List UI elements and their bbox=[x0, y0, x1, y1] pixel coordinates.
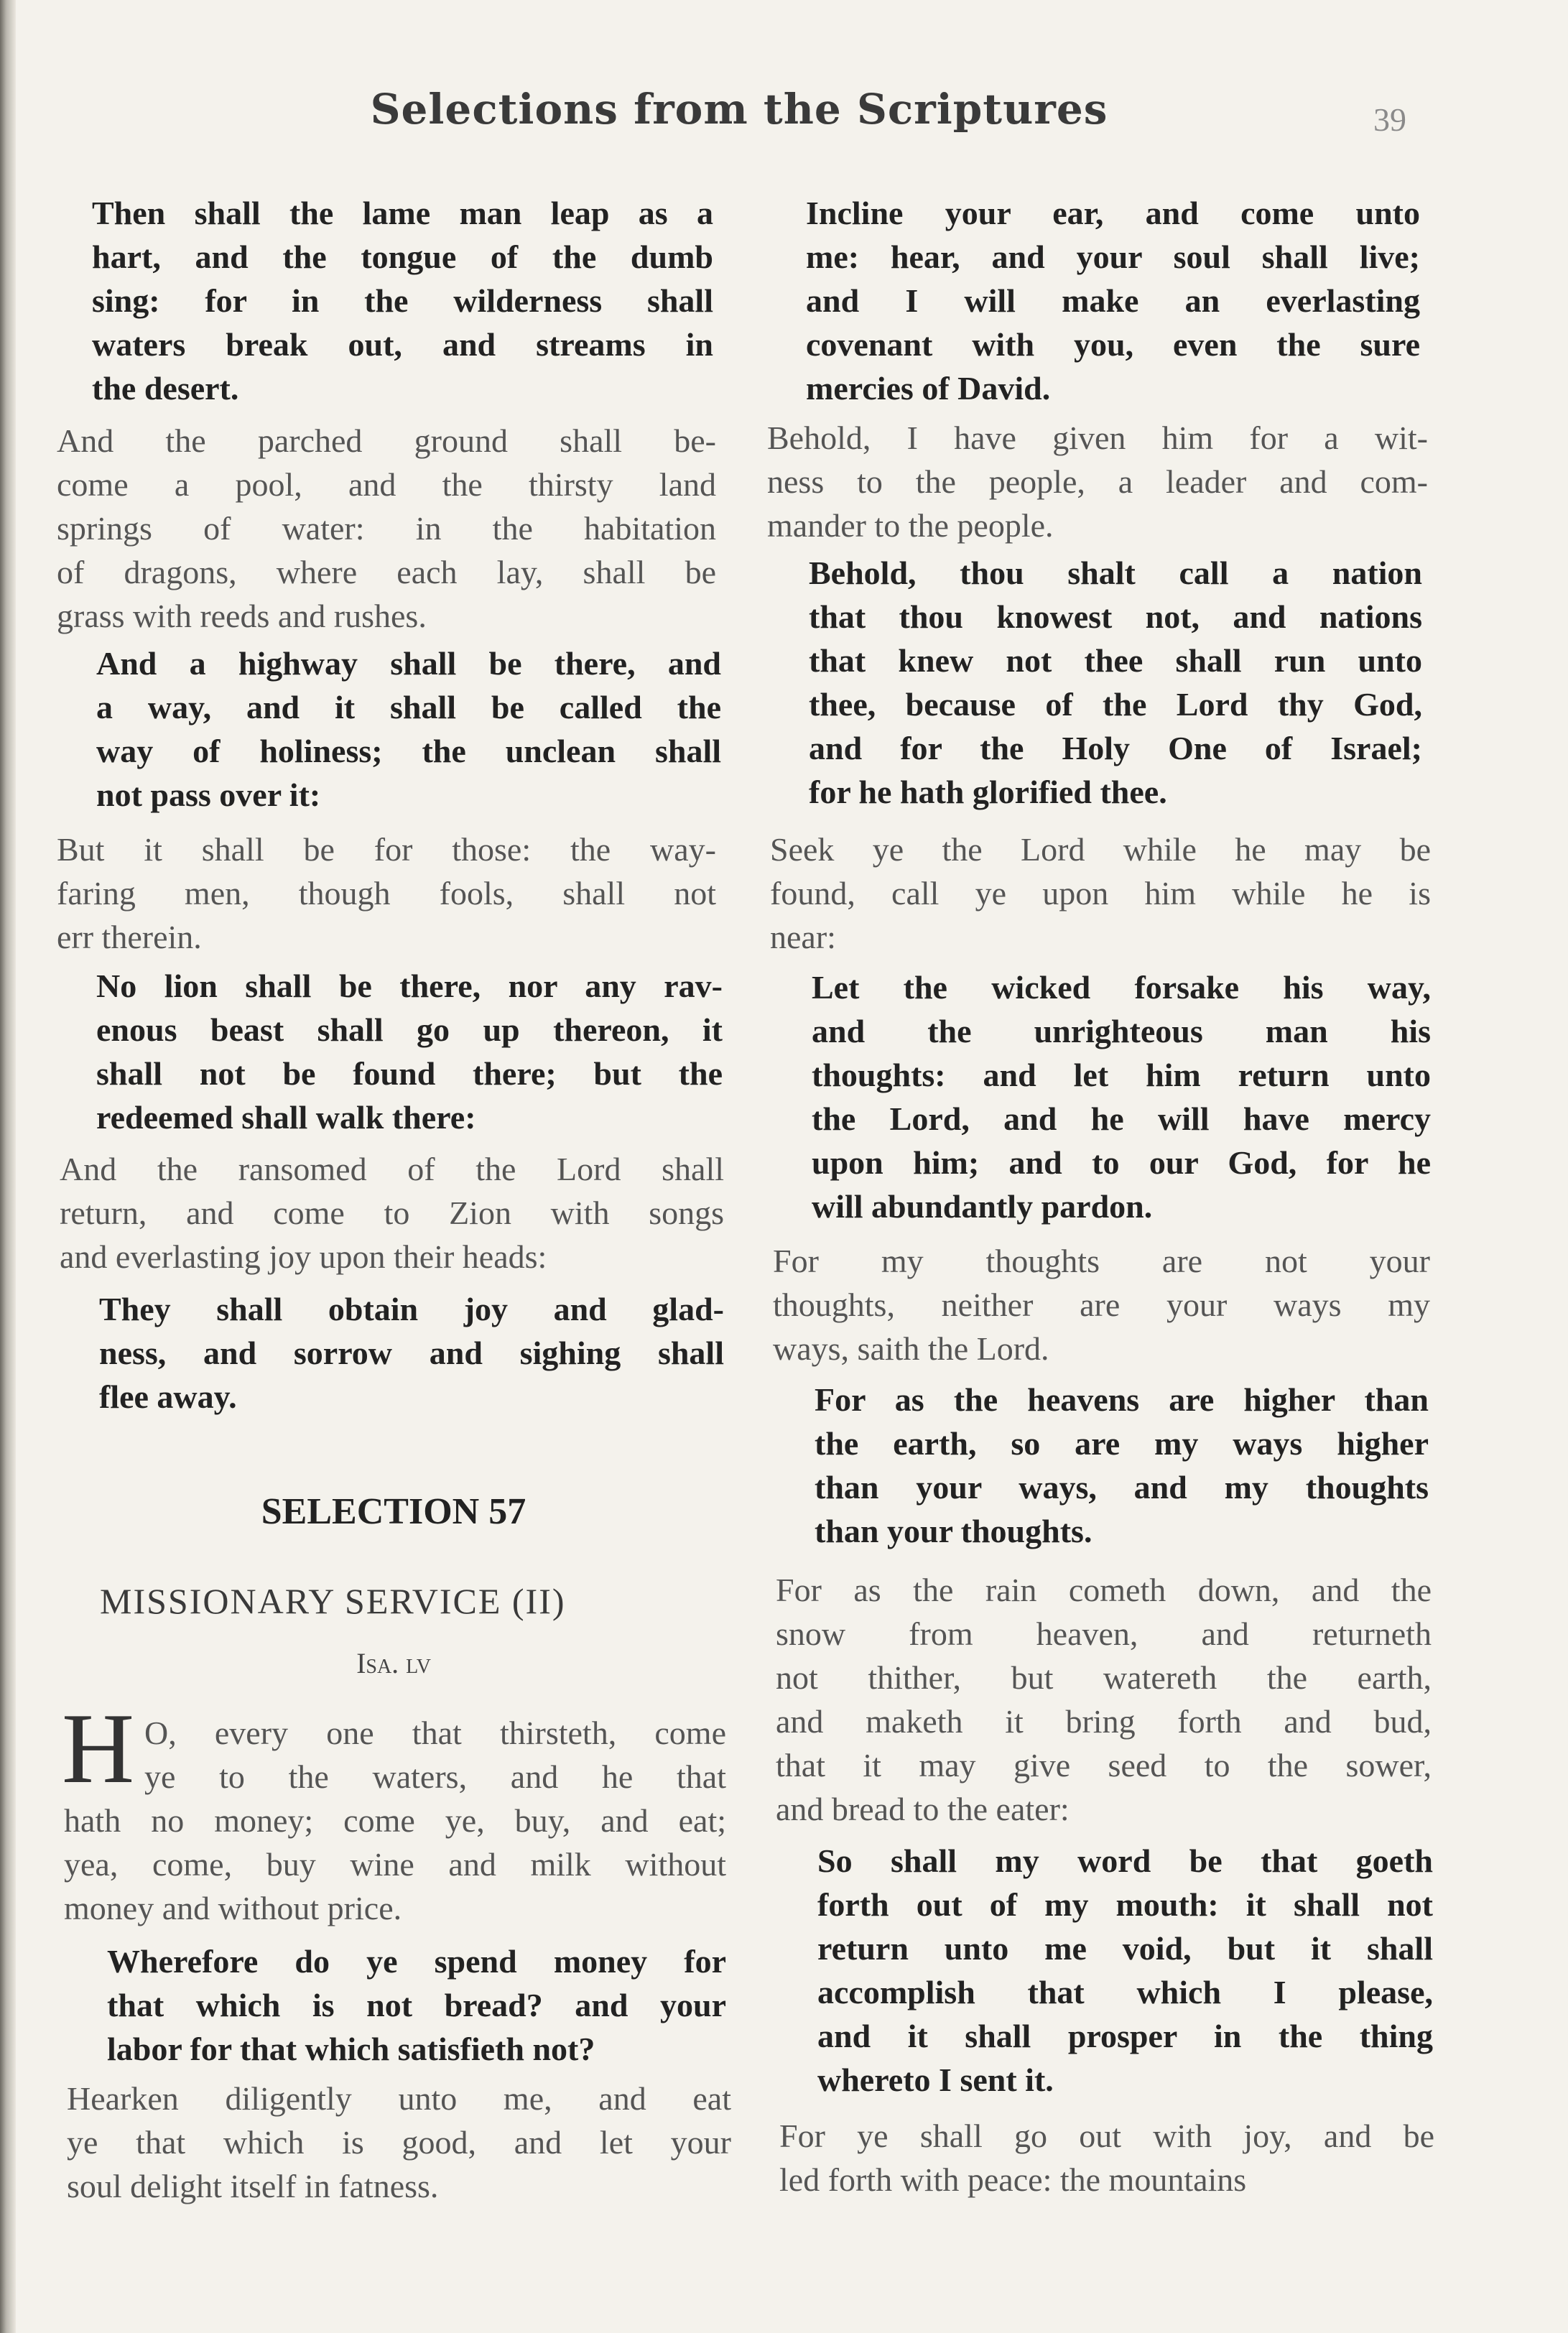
text-line: mander to the people. bbox=[767, 507, 1054, 544]
text-line: return unto me void, but it shall bbox=[817, 1930, 1433, 1967]
paragraph bbox=[99, 1287, 724, 1419]
text-line: Incline your ear, and come unto bbox=[806, 195, 1420, 231]
paragraph bbox=[815, 1378, 1429, 1553]
text-line: hath no money; come ye, buy, and eat; bbox=[64, 1802, 726, 1839]
text-line: labor for that which satisfieth not? bbox=[107, 2031, 595, 2067]
text-line: led forth with peace: the mountains bbox=[779, 2161, 1247, 2198]
text-line: snow from heaven, and returneth bbox=[776, 1615, 1432, 1652]
text-line: Then shall the lame man leap as a bbox=[92, 195, 713, 231]
text-line: and it shall prosper in the thing bbox=[817, 2018, 1433, 2054]
paragraph bbox=[57, 827, 716, 959]
text-line: ye to the waters, and he that bbox=[144, 1758, 726, 1795]
text-line: that thou knowest not, and nations bbox=[809, 598, 1422, 635]
text-line: that which is not bread? and your bbox=[107, 1987, 726, 2023]
text-line: For as the heavens are higher than bbox=[815, 1381, 1429, 1418]
text-line: faring men, though fools, shall not bbox=[57, 875, 716, 912]
text-line: thoughts, neither are your ways my bbox=[773, 1286, 1430, 1323]
text-line: covenant with you, even the sure bbox=[806, 326, 1420, 363]
text-line: For my thoughts are not your bbox=[773, 1243, 1430, 1279]
text-line: ness, and sorrow and sighing shall bbox=[99, 1335, 724, 1371]
text-line: and for the Holy One of Israel; bbox=[809, 730, 1422, 766]
text-line: the earth, so are my ways higher bbox=[815, 1425, 1429, 1462]
paragraph bbox=[817, 1839, 1433, 2102]
paragraph bbox=[770, 827, 1431, 959]
text-line: for he hath glorified thee. bbox=[809, 774, 1167, 810]
paragraph bbox=[64, 1711, 726, 1930]
text-line: flee away. bbox=[99, 1378, 237, 1415]
text-line: enous beast shall go up thereon, it bbox=[96, 1011, 723, 1048]
text-line: that knew not thee shall run unto bbox=[809, 642, 1422, 679]
text-line: Seek ye the Lord while he may be bbox=[770, 831, 1431, 868]
text-line: upon him; and to our God, for he bbox=[812, 1144, 1431, 1181]
paragraph bbox=[57, 419, 716, 638]
text-line: return, and come to Zion with songs bbox=[60, 1195, 724, 1231]
paragraph bbox=[67, 2077, 731, 2208]
paragraph bbox=[812, 965, 1431, 1228]
paragraph bbox=[92, 191, 713, 410]
text-line: and I will make an everlasting bbox=[806, 282, 1420, 319]
text-line: shall not be found there; but the bbox=[96, 1055, 723, 1092]
paragraph bbox=[809, 551, 1422, 814]
text-line: waters break out, and streams in bbox=[92, 326, 713, 363]
text-line: yea, come, buy wine and milk without bbox=[64, 1846, 726, 1883]
text-line: And a highway shall be there, and bbox=[96, 645, 721, 682]
text-line: that it may give seed to the sower, bbox=[776, 1747, 1432, 1784]
text-line: a way, and it shall be called the bbox=[96, 689, 721, 725]
text-line: They shall obtain joy and glad- bbox=[99, 1291, 724, 1327]
text-line: mercies of David. bbox=[806, 370, 1051, 407]
scripture-reference: Isa. lv bbox=[356, 1647, 431, 1679]
text-line: found, call ye upon him while he is bbox=[770, 875, 1431, 912]
text-line: For as the rain cometh down, and the bbox=[776, 1572, 1432, 1608]
text-line: So shall my word be that goeth bbox=[817, 1842, 1433, 1879]
paragraph bbox=[773, 1239, 1430, 1370]
text-line: of dragons, where each lay, shall be bbox=[57, 554, 716, 590]
text-line: than your ways, and my thoughts bbox=[815, 1469, 1429, 1506]
text-line: and bread to the eater: bbox=[776, 1791, 1070, 1827]
paragraph bbox=[96, 641, 721, 817]
text-line: Let the wicked forsake his way, bbox=[812, 969, 1431, 1006]
text-line: For ye shall go out with joy, and be bbox=[779, 2118, 1434, 2154]
text-line: sing: for in the wilderness shall bbox=[92, 282, 713, 319]
text-line: But it shall be for those: the way- bbox=[57, 831, 716, 868]
text-line: ye that which is good, and let your bbox=[67, 2124, 731, 2161]
text-line: the Lord, and he will have mercy bbox=[812, 1100, 1431, 1137]
selection-title: MISSIONARY SERVICE (II) bbox=[100, 1581, 566, 1621]
text-line: And the parched ground shall be- bbox=[57, 422, 716, 459]
text-line: and the unrighteous man his bbox=[812, 1013, 1431, 1049]
text-line: will abundantly pardon. bbox=[812, 1188, 1153, 1225]
text-line: the desert. bbox=[92, 370, 239, 407]
text-line: money and without price. bbox=[64, 1890, 402, 1926]
text-line: not thither, but watereth the earth, bbox=[776, 1659, 1432, 1696]
text-line: come a pool, and the thirsty land bbox=[57, 466, 716, 503]
text-line: me: hear, and your soul shall live; bbox=[806, 238, 1420, 275]
text-line: way of holiness; the unclean shall bbox=[96, 733, 721, 769]
text-line: ways, saith the Lord. bbox=[773, 1330, 1049, 1367]
text-line: Wherefore do ye spend money for bbox=[107, 1943, 726, 1980]
paragraph bbox=[107, 1939, 726, 2071]
book-binding-edge bbox=[0, 0, 16, 2333]
text-line: redeemed shall walk there: bbox=[96, 1099, 476, 1136]
text-line: than your thoughts. bbox=[815, 1513, 1093, 1549]
paragraph bbox=[96, 964, 723, 1139]
text-line: not pass over it: bbox=[96, 776, 321, 813]
text-line: accomplish that which I please, bbox=[817, 1974, 1433, 2010]
text-line: Behold, thou shalt call a nation bbox=[809, 555, 1422, 591]
paragraph bbox=[779, 2114, 1434, 2202]
text-line: No lion shall be there, nor any rav- bbox=[96, 968, 723, 1004]
drop-cap: H bbox=[62, 1693, 135, 1804]
text-line: near: bbox=[770, 919, 836, 955]
text-line: springs of water: in the habitation bbox=[57, 510, 716, 547]
text-line: thee, because of the Lord thy God, bbox=[809, 686, 1422, 723]
text-line: And the ransomed of the Lord shall bbox=[60, 1151, 724, 1187]
text-line: forth out of my mouth: it shall not bbox=[817, 1886, 1433, 1923]
running-header-title: Selections from the Scriptures bbox=[370, 85, 1108, 134]
paragraph bbox=[60, 1147, 724, 1279]
text-line: ness to the people, a leader and com- bbox=[767, 463, 1428, 500]
page-number: 39 bbox=[1373, 101, 1406, 138]
text-line: and everlasting joy upon their heads: bbox=[60, 1238, 547, 1275]
text-line: Behold, I have given him for a wit- bbox=[767, 419, 1428, 456]
selection-heading: SELECTION 57 bbox=[261, 1491, 526, 1532]
text-line: err therein. bbox=[57, 919, 202, 955]
text-line: hart, and the tongue of the dumb bbox=[92, 238, 713, 275]
text-line: and maketh it bring forth and bud, bbox=[776, 1703, 1432, 1740]
text-line: whereto I sent it. bbox=[817, 2061, 1054, 2098]
paragraph bbox=[806, 191, 1420, 410]
text-line: Hearken diligently unto me, and eat bbox=[67, 2080, 731, 2117]
text-line: thoughts: and let him return unto bbox=[812, 1057, 1431, 1093]
paragraph bbox=[776, 1568, 1432, 1831]
paragraph bbox=[767, 416, 1428, 547]
text-line: O, every one that thirsteth, come bbox=[144, 1715, 726, 1751]
text-line: soul delight itself in fatness. bbox=[67, 2168, 439, 2204]
text-line: grass with reeds and rushes. bbox=[57, 598, 427, 634]
